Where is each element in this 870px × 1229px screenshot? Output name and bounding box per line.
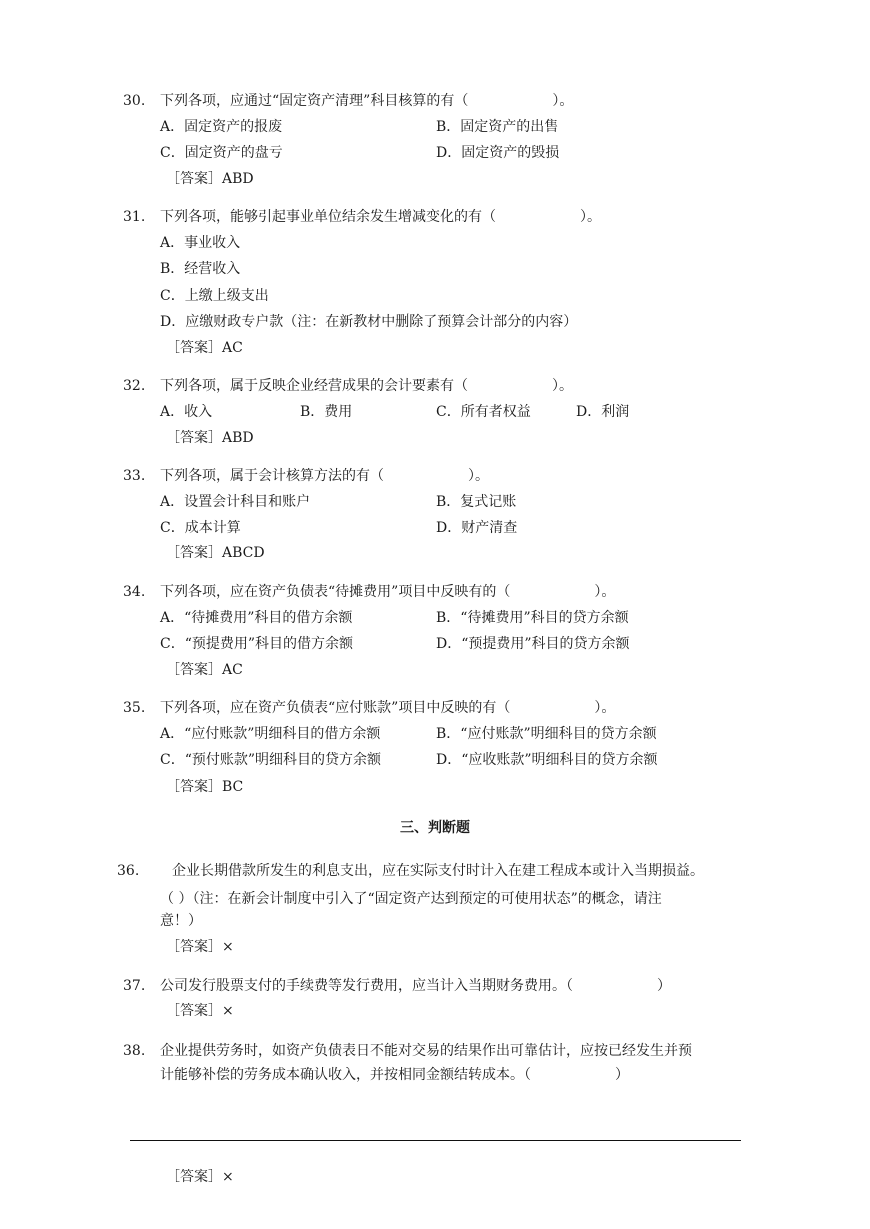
option-a: A．“应付账款”明细科目的借方余额 (160, 726, 381, 742)
answer: ［答案］ABCD (166, 545, 265, 561)
option-d: D．财产清查 (436, 520, 518, 536)
answer: ［答案］× (166, 1003, 234, 1019)
question-stem: 公司发行股票支付的手续费等发行费用，应当计入当期财务费用。（ ） (160, 978, 671, 994)
option-b: B．“待摊费用”科目的贷方余额 (436, 610, 629, 626)
question-number: 35. (123, 700, 146, 716)
question-stem: 下列各项，能够引起事业单位结余发生增减变化的有（ ）。 (160, 209, 601, 225)
option-a: A．“待摊费用”科目的借方余额 (160, 610, 353, 626)
option-d: D．利润 (576, 404, 630, 420)
answer: ［答案］ABD (166, 430, 254, 446)
answer: ［答案］AC (166, 662, 243, 678)
option-b: B．复式记账 (436, 494, 517, 510)
option-a: A．设置会计科目和账户 (160, 494, 311, 510)
question-text-line-2: （ ）（注：在新会计制度中引入了“固定资产达到预定的可使用状态”的概念，请注 (160, 891, 662, 907)
option-a: A．事业收入 (160, 235, 241, 251)
option-b: B．费用 (300, 404, 353, 420)
option-d: D．“应收账款”明细科目的贷方余额 (436, 752, 658, 768)
question-number: 31. (123, 209, 146, 225)
question-number: 33. (123, 468, 146, 484)
option-c: C．所有者权益 (436, 404, 531, 420)
question-stem: 下列各项，属于会计核算方法的有（ ）。 (160, 468, 489, 484)
answer: ［答案］ABD (166, 171, 254, 187)
option-b: B．“应付账款”明细科目的贷方余额 (436, 726, 657, 742)
question-stem: 下列各项，应通过“固定资产清理”科目核算的有（ ）。 (160, 93, 574, 109)
question-text-line-1: 企业提供劳务时，如资产负债表日不能对交易的结果作出可靠估计，应按已经发生并预 (160, 1043, 692, 1059)
option-c: C．上缴上级支出 (160, 288, 269, 304)
question-number: 37. (123, 978, 146, 994)
option-b: B．固定资产的出售 (436, 119, 559, 135)
option-d: D．“预提费用”科目的贷方余额 (436, 636, 630, 652)
option-c: C．成本计算 (160, 520, 241, 536)
question-number: 30. (123, 93, 146, 109)
section-heading: 三、判断题 (400, 820, 470, 836)
answer: ［答案］BC (166, 779, 244, 795)
question-number: 38. (123, 1043, 146, 1059)
question-number: 32. (123, 378, 146, 394)
option-d: D．固定资产的毁损 (436, 145, 560, 161)
option-a: A．固定资产的报废 (160, 119, 283, 135)
answer: ［答案］× (166, 939, 234, 955)
question-stem: 下列各项，属于反映企业经营成果的会计要素有（ ）。 (160, 378, 573, 394)
question-number: 34. (123, 584, 146, 600)
option-c: C．固定资产的盘亏 (160, 145, 283, 161)
question-stem: 下列各项，应在资产负债表“待摊费用”项目中反映有的（ ）。 (160, 584, 616, 600)
question-text-line-1: 企业长期借款所发生的利息支出，应在实际支付时计入在建工程成本或计入当期损益。 (172, 863, 704, 879)
question-stem: 下列各项，应在资产负债表“应付账款”项目中反映的有（ ）。 (160, 700, 616, 716)
option-c: C．“预提费用”科目的借方余额 (160, 636, 354, 652)
question-text-line-2: 计能够补偿的劳务成本确认收入，并按相同金额结转成本。（ ） (160, 1067, 629, 1083)
option-b: B．经营收入 (160, 261, 241, 277)
answer: ［答案］AC (166, 340, 243, 356)
option-a: A．收入 (160, 404, 213, 420)
option-d: D．应缴财政专户款（注：在新教材中删除了预算会计部分的内容） (160, 314, 578, 330)
option-c: C．“预付账款”明细科目的贷方余额 (160, 752, 382, 768)
question-text-line-3: 意！） (160, 913, 202, 929)
page-divider (130, 1140, 741, 1141)
answer: ［答案］× (166, 1169, 234, 1185)
question-number: 36. (117, 863, 140, 879)
